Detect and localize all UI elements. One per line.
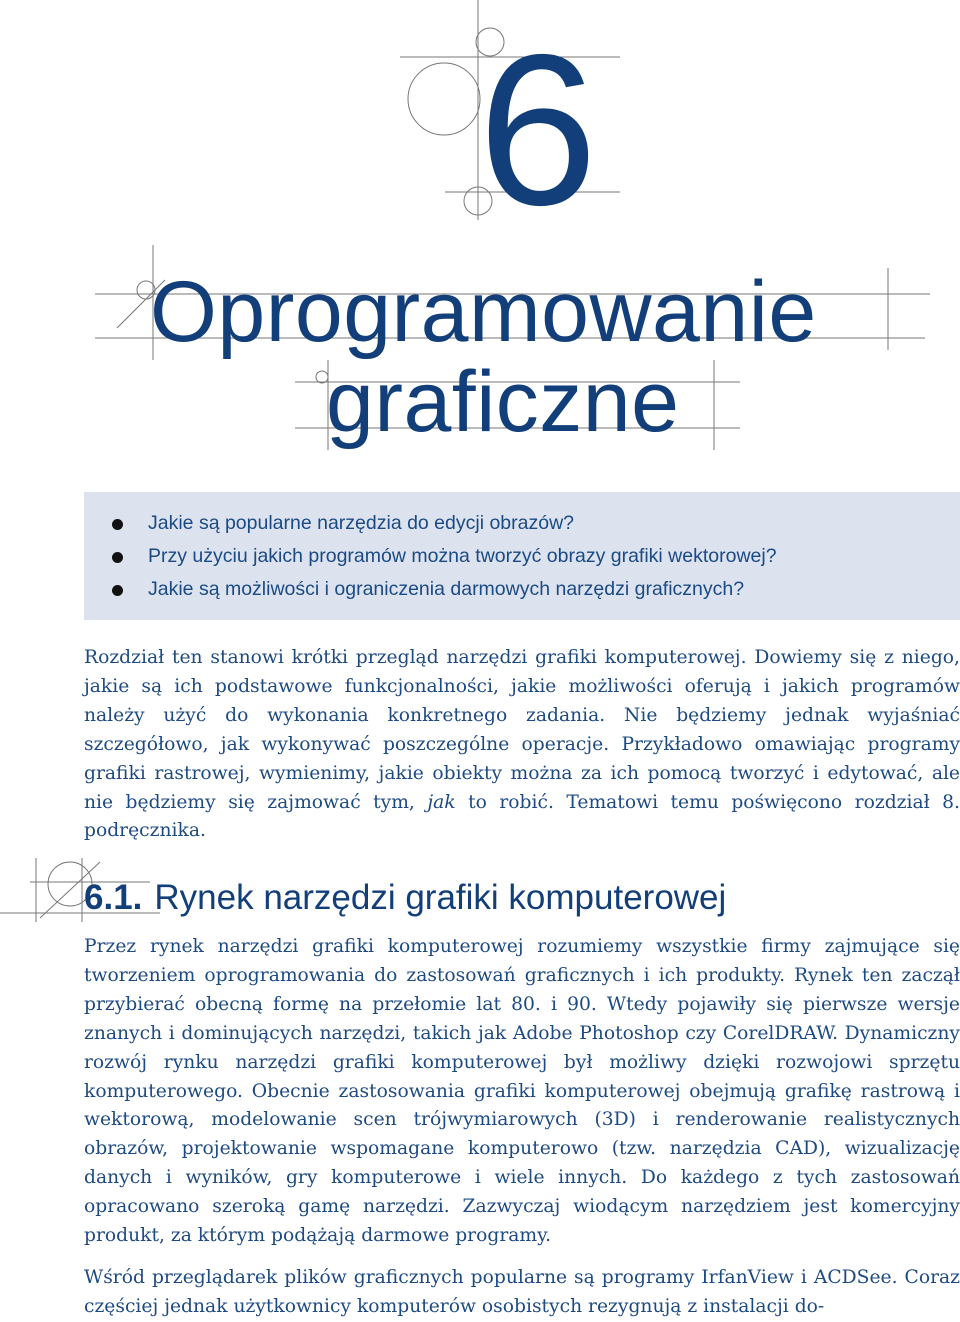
question-item bbox=[112, 540, 960, 573]
bullet-icon bbox=[112, 552, 123, 563]
intro-paragraph bbox=[84, 644, 960, 846]
intro-emphasis: jak bbox=[427, 791, 456, 813]
section-paragraph: Przez rynek narzędzi grafiki komputerowej rozumiemy wszystkie firmy zajmujące się tworzeniem oprogramowania do zastosowań graficznych i ich produkty. Rynek ten zaczął przybierać obecną formę na przełomie lat 80. i 90. Wtedy pojawiły się pierwsze wersje znanych i dominujących narzędzi, takich jak Adobe Photoshop czy CorelDRAW. Dynamiczny rozwój rynku narzędzi grafiki komputerowej był możliwy dzięki rozwojowi sprzętu komputerowego. Obecnie zastosowania grafiki komputerowej obejmują grafikę rastrową i wektorową, modelowanie scen trójwymiarowych (3D) i renderowanie realistycznych obrazów, projektowanie wspomagane komputerowo (tzw. narzędzia CAD), wizualizację danych i wyników, gry komputerowe i wiele innych. Do każdego z tych zastosowań opracowano szeroką gamę narzędzi. Zazwyczaj wiodącym narzędziem jest komercyjny produkt, za którym podążają darmowe programy. bbox=[84, 936, 960, 1247]
chapter-questions-box bbox=[84, 492, 960, 620]
chapter-number: 6 bbox=[478, 9, 598, 250]
section-heading bbox=[84, 872, 726, 924]
section-number: 6.1. bbox=[84, 878, 143, 917]
chapter-title-line-1: Oprogramowanie bbox=[150, 264, 817, 360]
section-title: Rynek narzędzi grafiki komputerowej bbox=[154, 878, 727, 917]
question-text: Jakie są możliwości i ograniczenia darmowych narzędzi graficznych? bbox=[148, 578, 745, 600]
question-text: Przy użyciu jakich programów można tworzyć obrazy grafiki wektorowej? bbox=[148, 545, 777, 567]
intro-text-start: Rozdział ten stanowi krótki przegląd narzędzi grafiki komputerowej. Dowiemy się z niego, jakie są ich podstawowe funkcjonalności, jakie możliwości oferują i jakich programów należy użyć do wykonania konkretnego zadania. Nie będziemy jednak wyjaśniać szczegółowo, jak wykonywać poszczególne operacje. Przykładowo omawiając programy grafiki rastrowej, wymienimy, jakie obiekty można za ich pomocą tworzyć i edytować, ale nie będziemy się zajmować tym, bbox=[84, 647, 960, 813]
question-item bbox=[112, 573, 960, 606]
questions-list bbox=[112, 507, 960, 606]
question-item bbox=[112, 507, 960, 540]
last-paragraph: Wśród przeglądarek plików graficznych popularne są programy IrfanView i ACDSee. Coraz częściej jednak użytkownicy komputerów osobistych rezygnują z instalacji do- bbox=[84, 1267, 960, 1317]
intro-text-end: to robić. Tematowi temu poświęcono rozdział 8. podręcznika. bbox=[84, 791, 960, 842]
chapter-title-line-2: graficzne bbox=[326, 354, 680, 450]
question-text: Jakie są popularne narzędzia do edycji obrazów? bbox=[148, 512, 575, 534]
bullet-icon bbox=[112, 585, 123, 596]
bullet-icon bbox=[112, 519, 123, 530]
